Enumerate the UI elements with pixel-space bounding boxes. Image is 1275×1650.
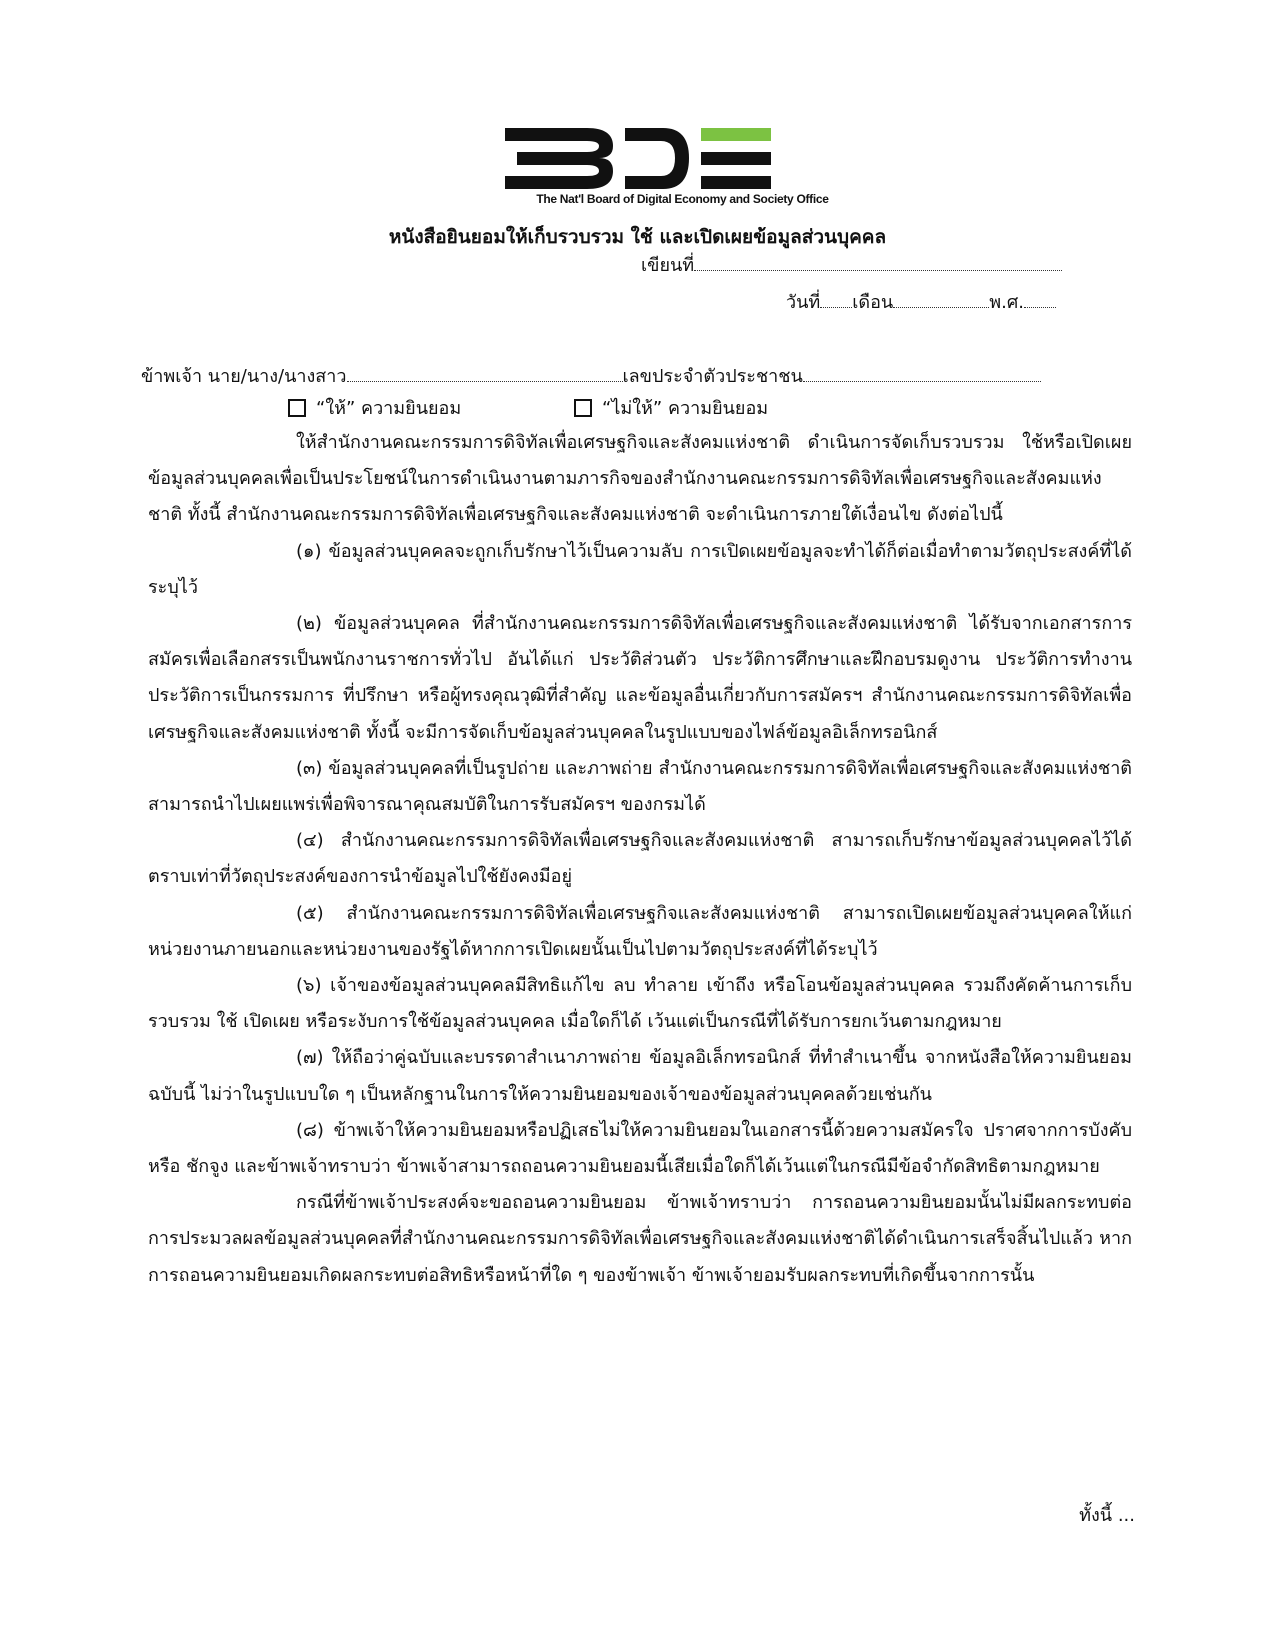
id-field[interactable]	[803, 361, 1041, 382]
consent-give-option[interactable]	[288, 395, 461, 423]
consent-give-checkbox[interactable]	[288, 399, 306, 417]
paragraph-intro: ให้สำนักงานคณะกรรมการดิจิทัลเพื่อเศรษฐกิจและสังคมแห่งชาติ ดำเนินการจัดเก็บรวบรวม ใช้หรือเปิดเผยข้อมูลส่วนบุคคลเพื่อเป็นประโยชน์ในการดำเนินงานตามภารกิจของสำนักงานคณะกรรมการดิจิทัลเพื่อเศรษฐกิจและสังคมแห่งชาติ ทั้งนี้ สำนักงานคณะกรรมการดิจิทัลเพื่อเศรษฐกิจและสังคมแห่งชาติ จะดำเนินการภายใต้เงื่อนไข ดังต่อไปนี้	[148, 432, 1132, 526]
paragraph-condition-8: (๘) ข้าพเจ้าให้ความยินยอมหรือปฏิเสธไม่ให้ความยินยอมในเอกสารนี้ด้วยความสมัครใจ ปราศจากการบังคับหรือ ชักจูง และข้าพเจ้าทราบว่า ข้าพเจ้าสามารถถอนความยินยอมนี้เสียเมื่อใดก็ได้เว้นแต่ในกรณีมีข้อจำกัดสิทธิตามกฎหมาย	[148, 1119, 1132, 1178]
paragraph-condition-4: (๔) สำนักงานคณะกรรมการดิจิทัลเพื่อเศรษฐกิจและสังคมแห่งชาติ สามารถเก็บรักษาข้อมูลส่วนบุคคลไว้ได้ ตราบเท่าที่วัตถุประสงค์ของการนำข้อมูลไปใช้ยังคงมีอยู่	[148, 830, 1132, 888]
paragraph-condition-7: (๗) ให้ถือว่าคู่ฉบับและบรรดาสำเนาภาพถ่าย ข้อมูลอิเล็กทรอนิกส์ ที่ทำสำเนาขึ้น จากหนังสือให้ความยินยอมฉบับนี้ ไม่ว่าในรูปแบบใด ๆ เป็นหลักฐานในการให้ความยินยอมของเจ้าของข้อมูลส่วนบุคคลด้วยเช่นกัน	[148, 1047, 1132, 1105]
written-at-row	[641, 250, 1062, 280]
consent-refuse-option[interactable]	[574, 395, 768, 423]
identity-row	[141, 361, 1041, 391]
paragraph-condition-2: (๒) ข้อมูลส่วนบุคคล ที่สำนักงานคณะกรรมการดิจิทัลเพื่อเศรษฐกิจและสังคมแห่งชาติ ได้รับจากเอกสารการสมัครเพื่อเลือกสรรเป็นพนักงานราชการทั่วไป อันได้แก่ ประวัติส่วนตัว ประวัติการศึกษาและฝึกอบรมดูงาน ประวัติการทำงาน ประวัติการเป็นกรรมการ ที่ปรึกษา หรือผู้ทรงคุณวุฒิที่สำคัญ และข้อมูลอื่นเกี่ยวกับการสมัครฯ สำนักงานคณะกรรมการดิจิทัลเพื่อเศรษฐกิจและสังคมแห่งชาติ ทั้งนี้ จะมีการจัดเก็บข้อมูลส่วนบุคคลในรูปแบบของไฟล์ข้อมูลอิเล็กทรอนิกส์	[148, 613, 1132, 743]
paragraph-condition-6: (๖) เจ้าของข้อมูลส่วนบุคคลมีสิทธิแก้ไข ลบ ทำลาย เข้าถึง หรือโอนข้อมูลส่วนบุคคล รวมถึงคัดค้านการเก็บรวบรวม ใช้ เปิดเผย หรือระงับการใช้ข้อมูลส่วนบุคคล เมื่อใดก็ได้ เว้นแต่เป็นกรณีที่ได้รับการยกเว้นตามกฎหมาย	[148, 975, 1132, 1033]
paragraph-withdrawal: กรณีที่ข้าพเจ้าประสงค์จะขอถอนความยินยอม ข้าพเจ้าทราบว่า การถอนความยินยอมนั้นไม่มีผลกระทบต่อการประมวลผลข้อมูลส่วนบุคคลที่สำนักงานคณะกรรมการดิจิทัลเพื่อเศรษฐกิจและสังคมแห่งชาติได้ดำเนินการเสร็จสิ้นไปแล้ว หากการถอนความยินยอมเกิดผลกระทบต่อสิทธิหรือหน้าที่ใด ๆ ของข้าพเจ้า ข้าพเจ้ายอมรับผลกระทบที่เกิดขึ้นจากการนั้น	[148, 1192, 1132, 1286]
date-month-label: เดือน	[852, 292, 894, 313]
date-day-field[interactable]	[820, 287, 852, 308]
written-at-field[interactable]	[694, 250, 1062, 271]
date-year-field[interactable]	[1024, 287, 1056, 308]
consent-refuse-checkbox[interactable]	[574, 399, 592, 417]
paragraph-condition-1: (๑) ข้อมูลส่วนบุคคลจะถูกเก็บรักษาไว้เป็นความลับ การเปิดเผยข้อมูลจะทำได้ก็ต่อเมื่อทำตามวัตถุประสงค์ที่ได้ระบุไว้	[148, 540, 1132, 598]
date-row	[786, 287, 1056, 317]
id-label: เลขประจำตัวประชาชน	[622, 366, 803, 387]
date-year-label: พ.ศ.	[989, 292, 1024, 313]
date-day-label: วันที่	[786, 292, 821, 313]
name-label: ข้าพเจ้า นาย/นาง/นางสาว	[141, 366, 347, 387]
name-field[interactable]	[347, 361, 623, 382]
document-title: หนังสือยินยอมให้เก็บรวบรวม ใช้ และเปิดเผยข้อมูลส่วนบุคคล	[388, 226, 887, 248]
org-caption: The Nat'l Board of Digital Economy and Society Office	[536, 192, 829, 206]
bde-logo-mark	[503, 128, 773, 190]
consent-body	[148, 425, 1132, 1294]
continuation-note: ทั้งนี้ ...	[1079, 1505, 1135, 1526]
consent-refuse-label: “ไม่ให้” ความยินยอม	[602, 398, 769, 419]
bde-logo	[0, 128, 1275, 190]
date-month-field[interactable]	[893, 287, 989, 308]
paragraph-condition-5: (๕) สำนักงานคณะกรรมการดิจิทัลเพื่อเศรษฐกิจและสังคมแห่งชาติ สามารถเปิดเผยข้อมูลส่วนบุคคลให้แก่หน่วยงานภายนอกและหน่วยงานของรัฐได้หากการเปิดเผยนั้นเป็นไปตามวัตถุประสงค์ที่ได้ระบุไว้	[148, 902, 1132, 960]
written-at-label: เขียนที่	[641, 255, 695, 276]
paragraph-condition-3: (๓) ข้อมูลส่วนบุคคลที่เป็นรูปถ่าย และภาพถ่าย สำนักงานคณะกรรมการดิจิทัลเพื่อเศรษฐกิจและสังคมแห่งชาติ สามารถนำไปเผยแพร่เพื่อพิจารณาคุณสมบัติในการรับสมัครฯ ของกรมได้	[148, 757, 1132, 816]
consent-give-label: “ให้” ความยินยอม	[316, 398, 462, 419]
